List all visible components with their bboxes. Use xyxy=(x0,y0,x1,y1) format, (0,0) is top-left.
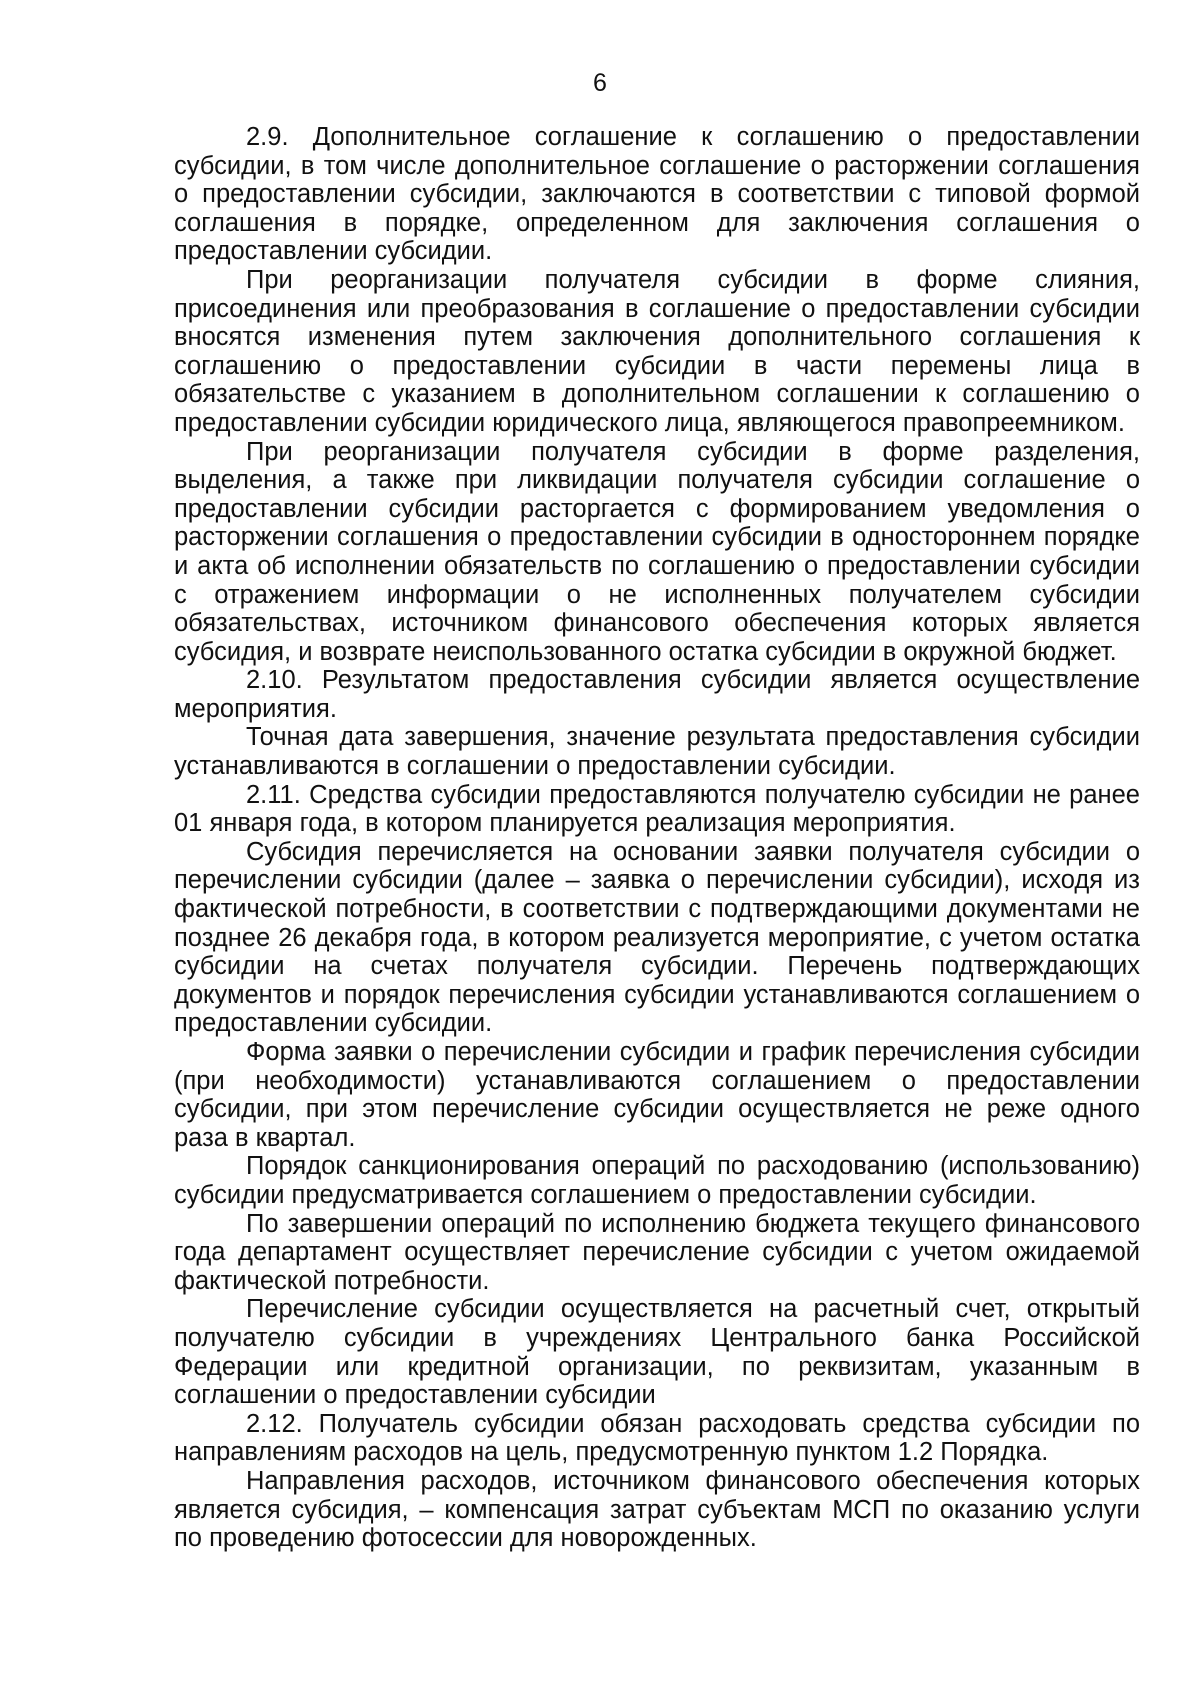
paragraph-application-form: Форма заявки о перечислении субсидии и график перечисления субсидии (при необходимости) устанавливаются соглашением о предоставлении субсидии, при этом перечисление субсидии осуществляется не реже одного раза в квартал. xyxy=(174,1038,1140,1152)
paragraph-reorganization-merger: При реорганизации получателя субсидии в форме слияния, присоединения или преобразования в соглашение о предоставлении субсидии вносятся изменения путем заключения дополнительного соглашения к соглашению о предоставлении субсидии в части перемены лица в обязательстве с указанием в дополнительном соглашении к соглашению о предоставлении субсидии юридического лица, являющегося правопреемником. xyxy=(174,265,1140,437)
document-body xyxy=(174,123,1140,1553)
paragraph-expense-directions: Направления расходов, источником финансового обеспечения которых является субсидия, – компенсация затрат субъектам МСП по оказанию услуги по проведению фотосессии для новорожденных. xyxy=(174,1466,1140,1553)
paragraph-2-11: 2.11. Средства субсидии предоставляются получателю субсидии не ранее 01 января года, в котором планируется реализация мероприятия. xyxy=(174,780,1140,838)
paragraph-authorization-procedure: Порядок санкционирования операций по расходованию (использованию) субсидии предусматривается соглашением о предоставлении субсидии. xyxy=(174,1152,1140,1209)
paragraph-2-12: 2.12. Получатель субсидии обязан расходовать средства субсидии по направлениям расходов на цель, предусмотренную пунктом 1.2 Порядка. xyxy=(174,1409,1140,1467)
paragraph-transfer-basis: Субсидия перечисляется на основании заявки получателя субсидии о перечислении субсидии (далее – заявка о перечислении субсидии), исходя из фактической потребности, в соответствии с подтверждающими документами не позднее 26 декабря года, в котором реализуется мероприятие, с учетом остатка субсидии на счетах получателя субсидии. Перечень подтверждающих документов и порядок перечисления субсидии устанавливаются соглашением о предоставлении субсидии. xyxy=(174,837,1140,1038)
paragraph-settlement-account: Перечисление субсидии осуществляется на расчетный счет, открытый получателю субсидии в учреждениях Центрального банка Российской Федерации или кредитной организации, по реквизитам, указанным в соглашении о предоставлении субсидии xyxy=(174,1295,1140,1410)
paragraph-2-9: 2.9. Дополнительное соглашение к соглашению о предоставлении субсидии, в том числе дополнительное соглашение о расторжении соглашения о предоставлении субсидии, заключаются в соответствии с типовой формой соглашения в порядке, определенном для заключения соглашения о предоставлении субсидии. xyxy=(174,123,1140,266)
paragraph-reorganization-division: При реорганизации получателя субсидии в форме разделения, выделения, а также при ликвидации получателя субсидии соглашение о предоставлении субсидии расторгается с формированием уведомления о расторжении соглашения о предоставлении субсидии в одностороннем порядке и акта об исполнении обязательств по соглашению о предоставлении субсидии с отражением информации о не исполненных получателем субсидии обязательствах, источником финансового обеспечения которых является субсидия, и возврате неиспользованного остатка субсидии в окружной бюджет. xyxy=(174,437,1140,666)
page-number: 6 xyxy=(593,69,607,97)
paragraph-2-10: 2.10. Результатом предоставления субсидии является осуществление мероприятия. xyxy=(174,666,1140,723)
paragraph-completion-date: Точная дата завершения, значение результата предоставления субсидии устанавливаются в соглашении о предоставлении субсидии. xyxy=(174,723,1140,781)
paragraph-budget-completion: По завершении операций по исполнению бюджета текущего финансового года департамент осуществляет перечисление субсидии с учетом ожидаемой фактической потребности. xyxy=(174,1209,1140,1295)
